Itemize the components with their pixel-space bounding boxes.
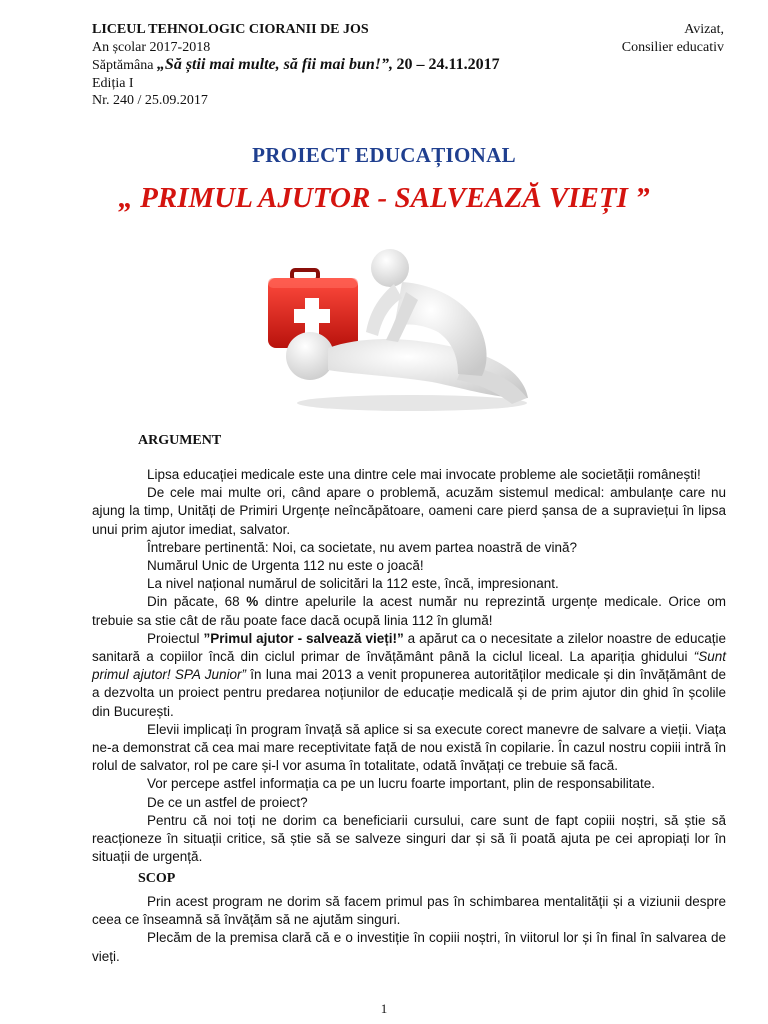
argument-paragraph xyxy=(92,630,726,721)
week-motto: „Să știi mai multe, să fii mai bun!”, xyxy=(156,56,393,73)
project-title: „ PRIMUL AJUTOR - SALVEAZĂ VIEȚI ” xyxy=(118,182,650,214)
first-aid-cpr-illustration xyxy=(262,248,532,413)
argument-paragraph: Elevii implicați în program învață să aplice si sa execute corect manevre de salvare a vieții. Viața ne-a demonstrat că cea mai mare receptivitate față de nou există în copilarie. În cazul nostru copiii intră în rolul de salvator, rol pe care și-l vor asuma în totalitate, odată învățați ce trebuie să facă. xyxy=(92,721,726,774)
scop-heading: SCOP xyxy=(138,871,176,886)
approval-label: Avizat, xyxy=(684,22,724,37)
argument-paragraph: Numărul Unic de Urgenta 112 nu este o joacă! xyxy=(147,558,424,574)
registration-number: Nr. 240 / 25.09.2017 xyxy=(92,93,208,108)
argument-paragraph: De ce un astfel de proiect? xyxy=(147,794,308,810)
text-run: a apărut ca o necesitate a zilelor noastre de educație sanitară a copiilor încă din ciclul primar de învățământ până la ciclul liceal. La apariția ghidului xyxy=(92,630,726,665)
argument-paragraph: Vor percepe astfel informația ca pe un lucru foarte important, plin de responsabilitate. xyxy=(147,776,656,792)
argument-body xyxy=(92,466,726,866)
argument-paragraph: Lipsa educației medicale este una dintre cele mai invocate probleme ale societății românești! xyxy=(147,467,701,482)
counselor-label: Consilier educativ xyxy=(621,39,724,55)
header-left xyxy=(92,21,612,110)
edition: Ediția I xyxy=(92,75,134,91)
argument-paragraph: De cele mai multe ori, când apare o problemă, acuzăm sistemul medical: ambulanțe care nu ajung la timp, Unități de Primiri Urgențe neîncăpătoare, oameni care pierd șansa de a supraviețui în lipsa unui prim ajutor imediat, salvator. xyxy=(92,485,726,537)
scop-paragraph: Plecăm de la premisa clară că e o investiție în copiii noștri, în viitorul lor și în final în salvarea de vieți. xyxy=(92,930,726,964)
project-name-bold: ”Primul ajutor - salvează vieți!” xyxy=(203,630,404,646)
school-name: LICEUL TEHNOLOGIC CIORANII DE JOS xyxy=(92,22,369,37)
project-label: PROIECT EDUCAȚIONAL xyxy=(252,143,516,167)
argument-heading: ARGUMENT xyxy=(138,433,222,448)
argument-paragraph: Întrebare pertinentă: Noi, ca societate, nu avem partea noastră de vină? xyxy=(147,539,578,555)
header-right xyxy=(622,21,724,56)
argument-paragraph: Pentru că noi toți ne dorim ca beneficiarii cursului, care sunt de fapt copiii noștri, să știe să reacționeze în situații critice, să știe să se salveze singuri dar și să îi poată ajuta pe cei apropiați lor în situații de urgență. xyxy=(92,812,726,865)
week-dates: 20 – 24.11.2017 xyxy=(396,56,500,73)
scop-body xyxy=(92,893,726,966)
text-run: în luna mai 2013 a venit propunerea autorităților medicale și din învățământ de a dezvolta un proiect pentru predarea noțiunilor de educație medicală și de prim ajutor din ghid în școlile din București. xyxy=(92,667,726,719)
argument-paragraph: La nivel național numărul de solicitări la 112 este, încă, impresionant. xyxy=(147,576,559,592)
week-line xyxy=(92,56,612,75)
scop-paragraph: Prin acest program ne dorim să facem primul pas în schimbarea mentalității și a viziunii despre ceea ce înseamnă să învățăm să ne ajutăm singuri. xyxy=(92,894,726,928)
text-run-bold: % xyxy=(246,594,259,610)
page-number: 1 xyxy=(380,1001,388,1016)
patient-figure-icon xyxy=(286,332,528,411)
text-run: dintre apelurile la acest număr nu reprezintă urgențe medicale. Orice om trebuie sa stie cât de rău poate face dacă ocupă linia 112 în glumă! xyxy=(92,594,726,628)
week-label: Săptămâna xyxy=(92,58,154,73)
text-run: Din păcate, 68 xyxy=(147,594,247,610)
guide-title-italic: “Sunt primul ajutor! SPA Junior” xyxy=(92,649,726,683)
school-year: An școlar 2017-2018 xyxy=(92,39,211,55)
argument-paragraph xyxy=(92,593,726,629)
text-run: Proiectul xyxy=(147,630,204,646)
